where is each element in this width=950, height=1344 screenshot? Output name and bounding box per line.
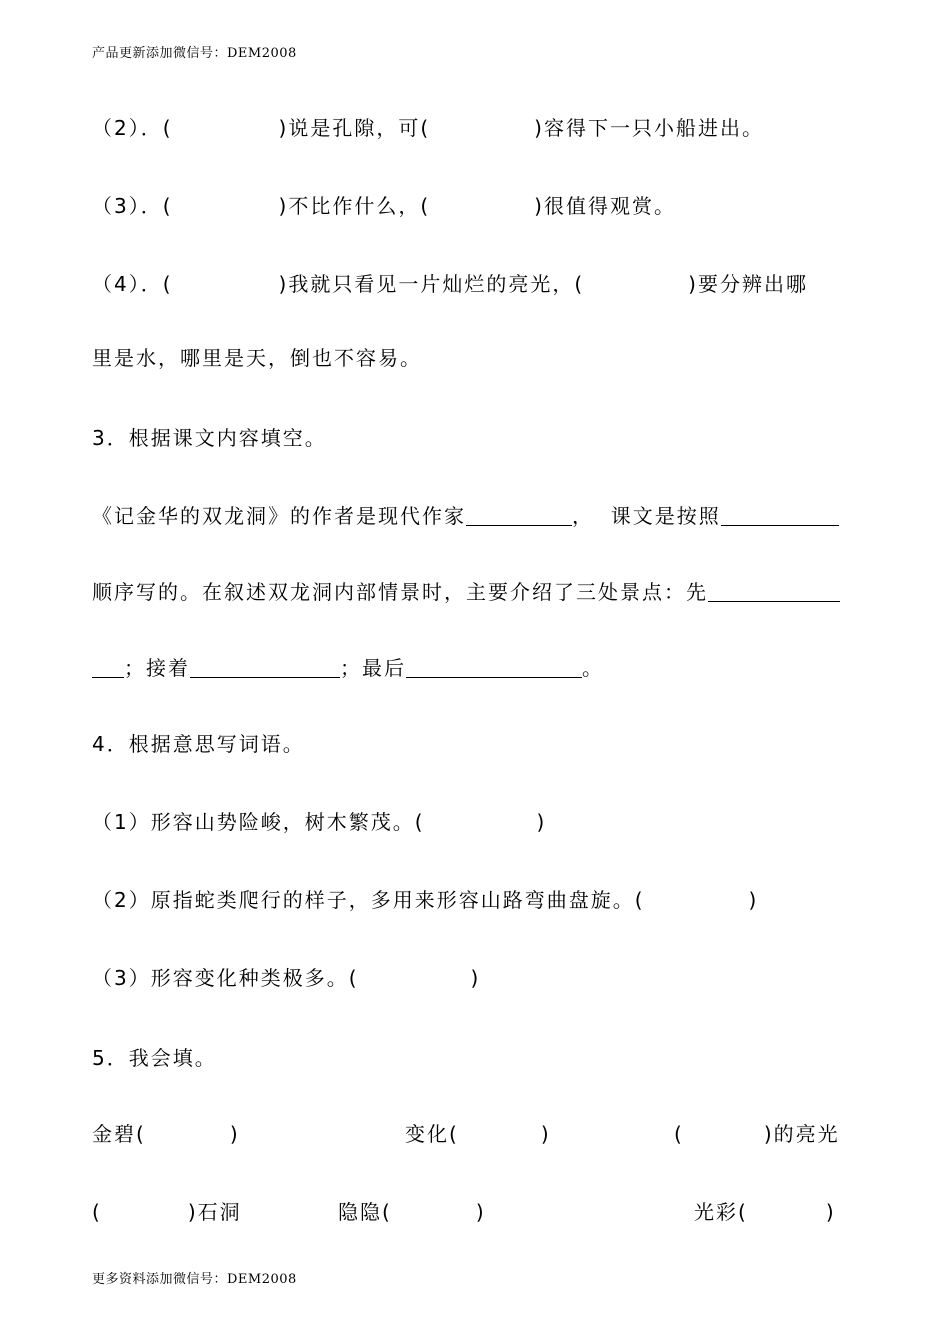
q4-item-1: （1）形容山势险峻，树木繁茂。( ) bbox=[92, 810, 547, 834]
q3-line-2: 顺序写的。在叙述双龙洞内部情景时，主要介绍了三处景点：先 bbox=[92, 578, 840, 606]
fill-blank-last[interactable] bbox=[406, 657, 582, 678]
page-footer: 更多资料添加微信号：DEM2008 bbox=[92, 1272, 297, 1287]
q2-item-2 bbox=[92, 114, 764, 142]
q4-title: 4．根据意思写词语。 bbox=[92, 732, 305, 756]
q2-item-4-continuation: 里是水，哪里是天，倒也不容易。 bbox=[92, 346, 422, 370]
q5-row2-item1: ( )石洞 bbox=[92, 1200, 242, 1224]
q5-row2-item2: 隐隐( ) bbox=[338, 1200, 486, 1224]
fill-blank-author[interactable] bbox=[466, 505, 572, 526]
item-text-a: )我就只看见一片灿烂的亮光，( bbox=[278, 272, 585, 296]
q3-line-1: 《记金华的双龙洞》的作者是现代作家 ， 课文是按照 bbox=[92, 502, 839, 530]
q5-title: 5．我会填。 bbox=[92, 1046, 217, 1070]
item-text-b: )容得下一只小船进出。 bbox=[534, 116, 764, 140]
item-text-b: )要分辨出哪 bbox=[688, 272, 808, 296]
q3-title: 3．根据课文内容填空。 bbox=[92, 426, 327, 450]
q3-line-3: ；接着 ；最后 。 bbox=[92, 654, 604, 682]
q5-row1-item2: 变化( ) bbox=[405, 1122, 551, 1146]
item-text-b: )很值得观赏。 bbox=[534, 194, 676, 218]
item-number: （2）．( bbox=[92, 116, 173, 140]
page-header: 产品更新添加微信号：DEM2008 bbox=[92, 46, 297, 61]
fill-blank-first[interactable] bbox=[708, 581, 840, 602]
q5-row1-item1: 金碧( ) bbox=[92, 1122, 240, 1146]
q4-item-3: （3）形容变化种类极多。( ) bbox=[92, 966, 481, 990]
q5-row2-item3: 光彩( ) bbox=[694, 1200, 836, 1224]
q5-row1-item3: ( )的亮光 bbox=[674, 1122, 840, 1146]
fill-blank-next[interactable] bbox=[190, 657, 340, 678]
fill-blank-first-cont[interactable] bbox=[92, 657, 124, 678]
fill-blank-order[interactable] bbox=[721, 505, 839, 526]
q2-item-4 bbox=[92, 270, 808, 298]
item-number: （4）．( bbox=[92, 272, 173, 296]
item-text-a: )说是孔隙，可( bbox=[278, 116, 431, 140]
q2-item-3 bbox=[92, 192, 676, 220]
item-number: （3）．( bbox=[92, 194, 173, 218]
q4-item-2: （2）原指蛇类爬行的样子，多用来形容山路弯曲盘旋。( ) bbox=[92, 888, 759, 912]
item-text-a: )不比作什么，( bbox=[278, 194, 431, 218]
